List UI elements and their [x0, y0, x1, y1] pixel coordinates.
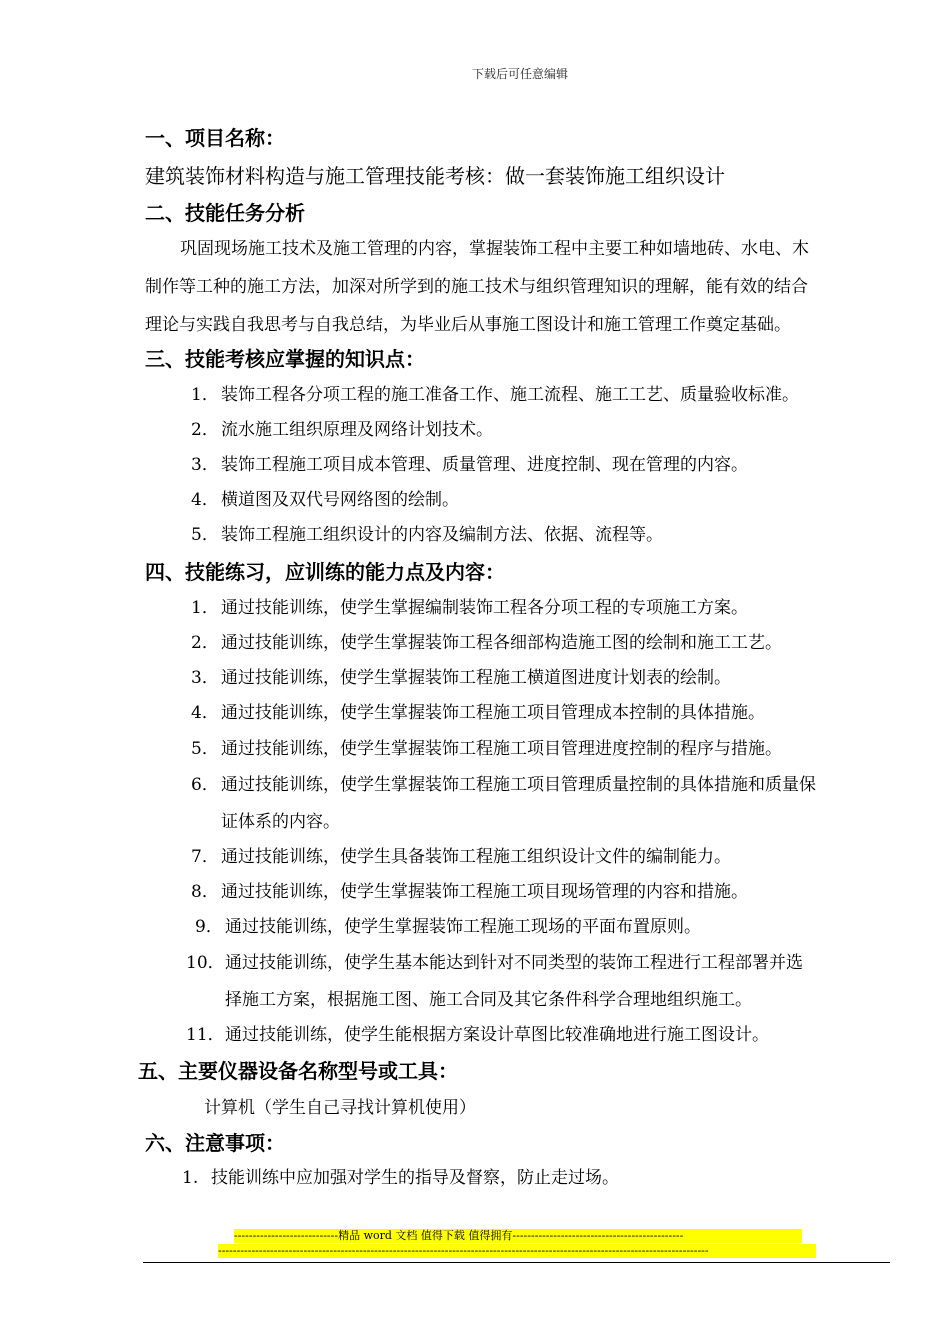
list-item-number: 8． [191, 882, 219, 902]
list-item [191, 698, 765, 723]
list-item [195, 912, 701, 937]
section-1-heading: 一、项目名称： [145, 126, 285, 150]
list-item-text: 通过技能训练，使学生掌握编制装饰工程各分项工程的专项施工方案。 [221, 598, 748, 618]
list-item-continuation: 择施工方案，根据施工图、施工合同及其它条件科学合理地组织施工。 [225, 990, 752, 1010]
equipment-text: 计算机（学生自己寻找计算机使用） [204, 1098, 476, 1118]
list-item-text: 通过技能训练，使学生基本能达到针对不同类型的装饰工程进行工程部署并选 [225, 953, 803, 973]
list-item-number: 2． [191, 420, 219, 440]
list-item [186, 948, 803, 973]
list-item-number: 2． [191, 633, 219, 653]
project-name: 建筑装饰材料构造与施工管理技能考核：做一套装饰施工组织设计 [145, 164, 725, 188]
list-item-text: 流水施工组织原理及网络计划技术。 [221, 420, 493, 440]
list-item-number: 4． [191, 490, 219, 510]
list-item [191, 663, 731, 688]
list-item-number: 3． [191, 668, 219, 688]
list-item [191, 380, 799, 405]
list-item-number: 5． [191, 739, 219, 759]
list-item [191, 734, 782, 759]
footer-watermark-line-1: ----------------------------精品 word 文档 值得下载 值得拥有---------------------------------------------- [234, 1229, 802, 1243]
list-item-number: 5． [191, 525, 219, 545]
list-item-text: 通过技能训练，使学生掌握装饰工程施工横道图进度计划表的绘制。 [221, 668, 731, 688]
paragraph-line: 理论与实践自我思考与自我总结，为毕业后从事施工图设计和施工管理工作奠定基础。 [145, 315, 791, 335]
list-item [191, 485, 459, 510]
section-2-heading: 二、技能任务分析 [145, 201, 305, 225]
list-item [182, 1163, 619, 1188]
section-6-heading: 六、注意事项： [145, 1131, 285, 1155]
list-item-text: 通过技能训练，使学生掌握装饰工程施工项目现场管理的内容和措施。 [221, 882, 748, 902]
list-item [191, 593, 748, 618]
list-item-number: 1． [191, 385, 219, 405]
footer-rule [143, 1262, 890, 1263]
section-3-heading: 三、技能考核应掌握的知识点： [145, 347, 425, 371]
list-item [191, 628, 782, 653]
list-item-number: 7． [191, 847, 219, 867]
list-item-text: 装饰工程施工组织设计的内容及编制方法、依据、流程等。 [221, 525, 663, 545]
list-item-text: 通过技能训练，使学生掌握装饰工程施工现场的平面布置原则。 [225, 917, 701, 937]
list-item-number: 10． [186, 953, 225, 973]
list-item-text: 通过技能训练，使学生掌握装饰工程施工项目管理成本控制的具体措施。 [221, 703, 765, 723]
list-item-text: 通过技能训练，使学生具备装饰工程施工组织设计文件的编制能力。 [221, 847, 731, 867]
paragraph-line: 巩固现场施工技术及施工管理的内容，掌握装饰工程中主要工种如墙地砖、水电、木 [180, 239, 809, 259]
list-item-text: 通过技能训练，使学生能根据方案设计草图比较准确地进行施工图设计。 [225, 1025, 769, 1045]
list-item-text: 通过技能训练，使学生掌握装饰工程施工项目管理质量控制的具体措施和质量保 [221, 775, 816, 795]
list-item-text: 通过技能训练，使学生掌握装饰工程施工项目管理进度控制的程序与措施。 [221, 739, 782, 759]
list-item-number: 3． [191, 455, 219, 475]
list-item [191, 877, 748, 902]
section-4-heading: 四、技能练习，应训练的能力点及内容： [145, 560, 505, 584]
list-item [191, 450, 748, 475]
list-item [191, 520, 663, 545]
list-item-number: 4． [191, 703, 219, 723]
list-item-continuation: 证体系的内容。 [221, 812, 340, 832]
list-item-text: 横道图及双代号网络图的绘制。 [221, 490, 459, 510]
header-note: 下载后可任意编辑 [471, 67, 568, 81]
list-item [186, 1020, 769, 1045]
list-item-text: 装饰工程各分项工程的施工准备工作、施工流程、施工工艺、质量验收标准。 [221, 385, 799, 405]
section-5-heading: 五、主要仪器设备名称型号或工具： [138, 1059, 458, 1083]
list-item-text: 技能训练中应加强对学生的指导及督察，防止走过场。 [211, 1168, 619, 1188]
list-item [191, 770, 816, 795]
list-item-number: 6． [191, 775, 219, 795]
list-item [191, 842, 731, 867]
list-item-number: 9． [195, 917, 223, 937]
list-item-number: 1． [191, 598, 219, 618]
list-item-number: 11． [186, 1025, 225, 1045]
paragraph-line: 制作等工种的施工方法，加深对所学到的施工技术与组织管理知识的理解，能有效的结合 [145, 277, 808, 297]
list-item-text: 通过技能训练，使学生掌握装饰工程各细部构造施工图的绘制和施工工艺。 [221, 633, 782, 653]
list-item [191, 415, 493, 440]
list-item-text: 装饰工程施工项目成本管理、质量管理、进度控制、现在管理的内容。 [221, 455, 748, 475]
footer-watermark-line-2: ------------------------------------------------------------------------------------------------------------------------------------ [218, 1244, 816, 1258]
list-item-number: 1. [182, 1168, 199, 1188]
